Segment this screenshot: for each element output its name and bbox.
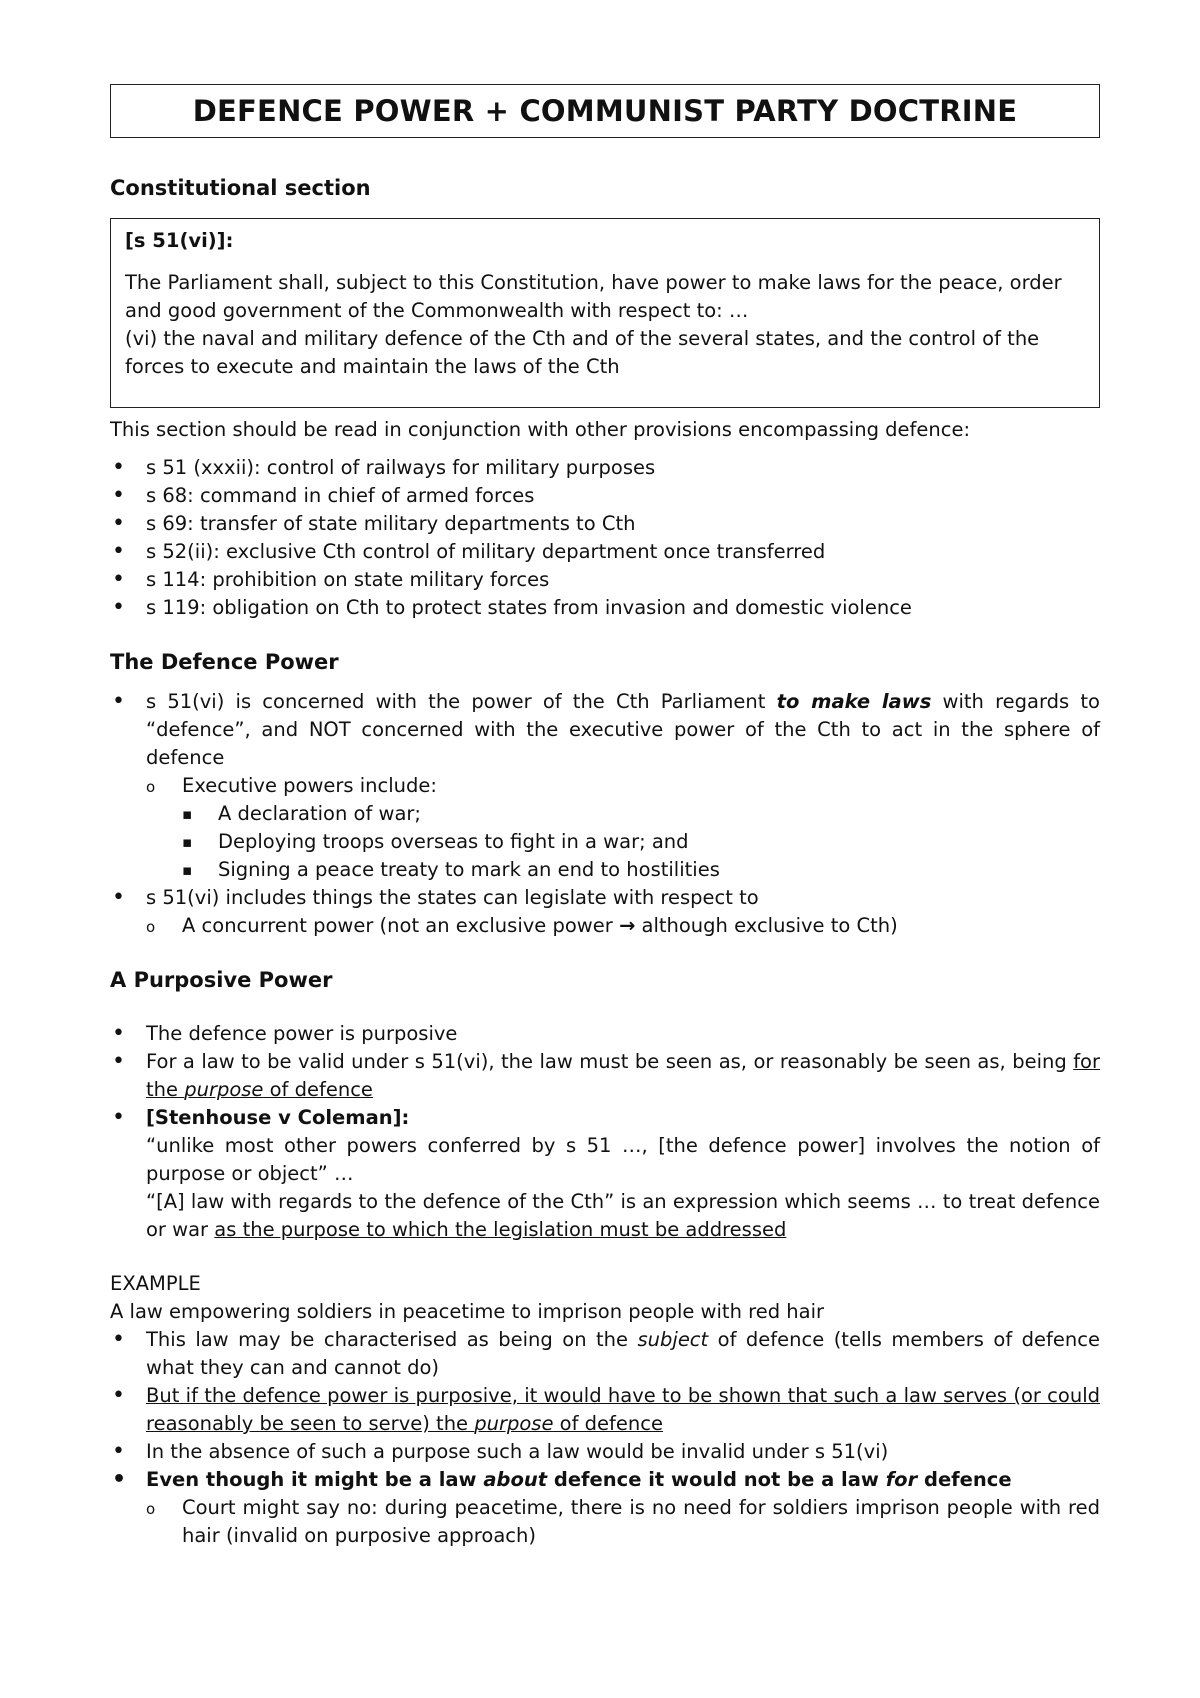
sub-list: [146, 912, 1100, 940]
list-item: • But if the defence power is purposive, it would have to be shown that such a law serves (or could reasonably be seen to serve) the purpose of defence: [110, 1382, 1100, 1438]
list-item: • s 51(vi) is concerned with the power of the Cth Parliament to make laws with regards to “defence”, and NOT concerned with the executive power of the Cth to act in the sphere of defence o Executive powers include: ▪ A declaration of war; ▪ Deploying troops overseas to fight in a war; and ▪ Signing a peace treaty to mark an end to hostilities: [110, 688, 1100, 884]
list-item: • s 51(vi) includes things the states can legislate with respect to o A concurrent power (not an exclusive power → although exclusive to Cth): [110, 884, 1100, 940]
list-item: o Court might say no: during peacetime, there is no need for soldiers imprison people with red hair (invalid on purposive approach): [146, 1494, 1100, 1550]
executive-powers-list: [182, 800, 1100, 884]
list-item: • The defence power is purposive: [110, 1020, 1100, 1048]
case-quote: “[A] law with regards to the defence of the Cth” is an expression which seems … to treat defence or war as the purpose to which the legislation must be addressed: [146, 1190, 1100, 1241]
list-item: • s 68: command in chief of armed forces: [110, 482, 1100, 510]
list-item: • s 52(ii): exclusive Cth control of military department once transferred: [110, 538, 1100, 566]
list-item: • s 69: transfer of state military departments to Cth: [110, 510, 1100, 538]
case-quote: “unlike most other powers conferred by s 51 …, [the defence power] involves the notion of purpose or object” …: [146, 1134, 1100, 1185]
sub-list: [146, 772, 1100, 884]
list-item: • For a law to be valid under s 51(vi), the law must be seen as, or reasonably be seen as, being for the purpose of defence: [110, 1048, 1100, 1104]
list-item: • In the absence of such a purpose such a law would be invalid under s 51(vi): [110, 1438, 1100, 1466]
emphasis-text: to make laws: [776, 690, 932, 713]
list-item: o Executive powers include: ▪ A declaration of war; ▪ Deploying troops overseas to fight in a war; and ▪ Signing a peace treaty to mark an end to hostilities: [146, 772, 1100, 884]
provision-subsection: (vi) the naval and military defence of the Cth and of the several states, and the control of the forces to execute and maintain the laws of the Cth: [125, 327, 1040, 378]
list-item: • s 114: prohibition on state military forces: [110, 566, 1100, 594]
heading-constitutional-section: Constitutional section: [110, 176, 371, 200]
heading-defence-power: The Defence Power: [110, 650, 339, 674]
list-item: [110, 1104, 1100, 1244]
provision-text: The Parliament shall, subject to this Constitution, have power to make laws for the peace, order and good government of the Commonwealth with respect to: …: [125, 271, 1062, 322]
provision-box: [110, 218, 1100, 408]
list-item: • s 51 (xxxii): control of railways for military purposes: [110, 454, 1100, 482]
provisions-intro: This section should be read in conjunction with other provisions encompassing defence:: [110, 418, 971, 441]
case-name: • [Stenhouse v Coleman]:: [146, 1106, 410, 1129]
example-list: [110, 1326, 1100, 1550]
list-item: ▪ Signing a peace treaty to mark an end to hostilities: [182, 856, 1100, 884]
arrow-icon: →: [618, 914, 636, 937]
sub-list: [146, 1494, 1100, 1550]
list-item: • s 119: obligation on Cth to protect states from invasion and domestic violence: [110, 594, 1100, 622]
list-item: • Even though it might be a law about defence it would not be a law for defence o Court might say no: during peacetime, there is no need for soldiers imprison people with red hair (invalid on purposive approach): [110, 1466, 1100, 1550]
list-item: • This law may be characterised as being on the subject of defence (tells members of defence what they can and cannot do): [110, 1326, 1100, 1382]
defence-power-list: [110, 688, 1100, 940]
list-item: o A concurrent power (not an exclusive power → although exclusive to Cth): [146, 912, 1100, 940]
list-item: ▪ A declaration of war;: [182, 800, 1100, 828]
document-title: DEFENCE POWER + COMMUNIST PARTY DOCTRINE: [110, 84, 1100, 138]
related-provisions-list: [110, 454, 1100, 622]
purposive-power-list: [110, 1020, 1100, 1244]
heading-purposive-power: A Purposive Power: [110, 968, 333, 992]
example-intro: A law empowering soldiers in peacetime to imprison people with red hair: [110, 1300, 825, 1323]
document-page: [110, 84, 1100, 1550]
list-item: ▪ Deploying troops overseas to fight in a war; and: [182, 828, 1100, 856]
example-label: EXAMPLE: [110, 1272, 201, 1295]
provision-reference: [s 51(vi)]:: [125, 229, 234, 252]
